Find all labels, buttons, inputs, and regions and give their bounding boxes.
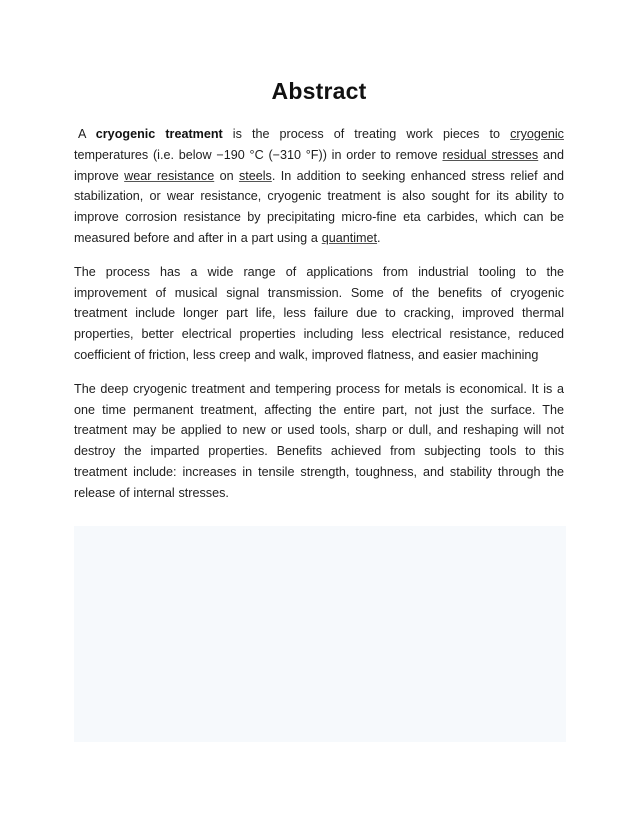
p1-text-4: and improve — [74, 147, 565, 183]
link-residual-stresses[interactable]: residual stresses — [442, 147, 539, 162]
link-quantimet[interactable]: quantimet — [321, 230, 378, 245]
p1-text-5: on — [214, 168, 239, 183]
paragraph-3: The deep cryogenic treatment and tempering process for metals is economical. It is a one time permanent treatment, affecting the entire part, not just the surface. The treatment may be applied to new or used tools, sharp or dull, and reshaping will not destroy the imparted properties. Benefits achieved from subjecting tools to this treatment include: increases in tensile strength, toughness, and stability through the release of internal stresses. — [74, 381, 564, 500]
link-cryogenic[interactable]: cryogenic — [510, 127, 564, 141]
page-title: Abstract — [271, 78, 367, 104]
link-wear-resistance[interactable]: wear resistance — [124, 168, 215, 183]
p1-text-3: temperatures (i.e. below −190 °C (−310 °F)) in order to remove — [74, 147, 443, 162]
image-area — [74, 526, 566, 742]
p1-text-6: . In addition to seeking enhanced stress relief and stabilization, or wear resistance, cryogenic treatment is also sought for its ability to improve corrosion resistance by precipitating micro-fine eta carbides, which can be measured before and after in a part using a — [74, 168, 564, 245]
link-steels[interactable]: steels — [238, 168, 272, 183]
p1-text-1: A — [78, 127, 96, 141]
p1-bold-term: cryogenic treatment — [95, 127, 223, 141]
paragraph-1 — [74, 124, 564, 249]
abstract-body — [74, 124, 564, 517]
paragraph-2: The process has a wide range of applications from industrial tooling to the improvement of musical signal transmission. Some of the benefits of cryogenic treatment include longer part life, less failure due to cracking, improved thermal properties, better electrical properties including less electrical resistance, reduced coefficient of friction, less creep and walk, improved flatness, and easier machining — [74, 264, 564, 362]
p1-text-7: . — [377, 230, 381, 245]
p1-text-2: is the process of treating work pieces to — [222, 127, 511, 141]
